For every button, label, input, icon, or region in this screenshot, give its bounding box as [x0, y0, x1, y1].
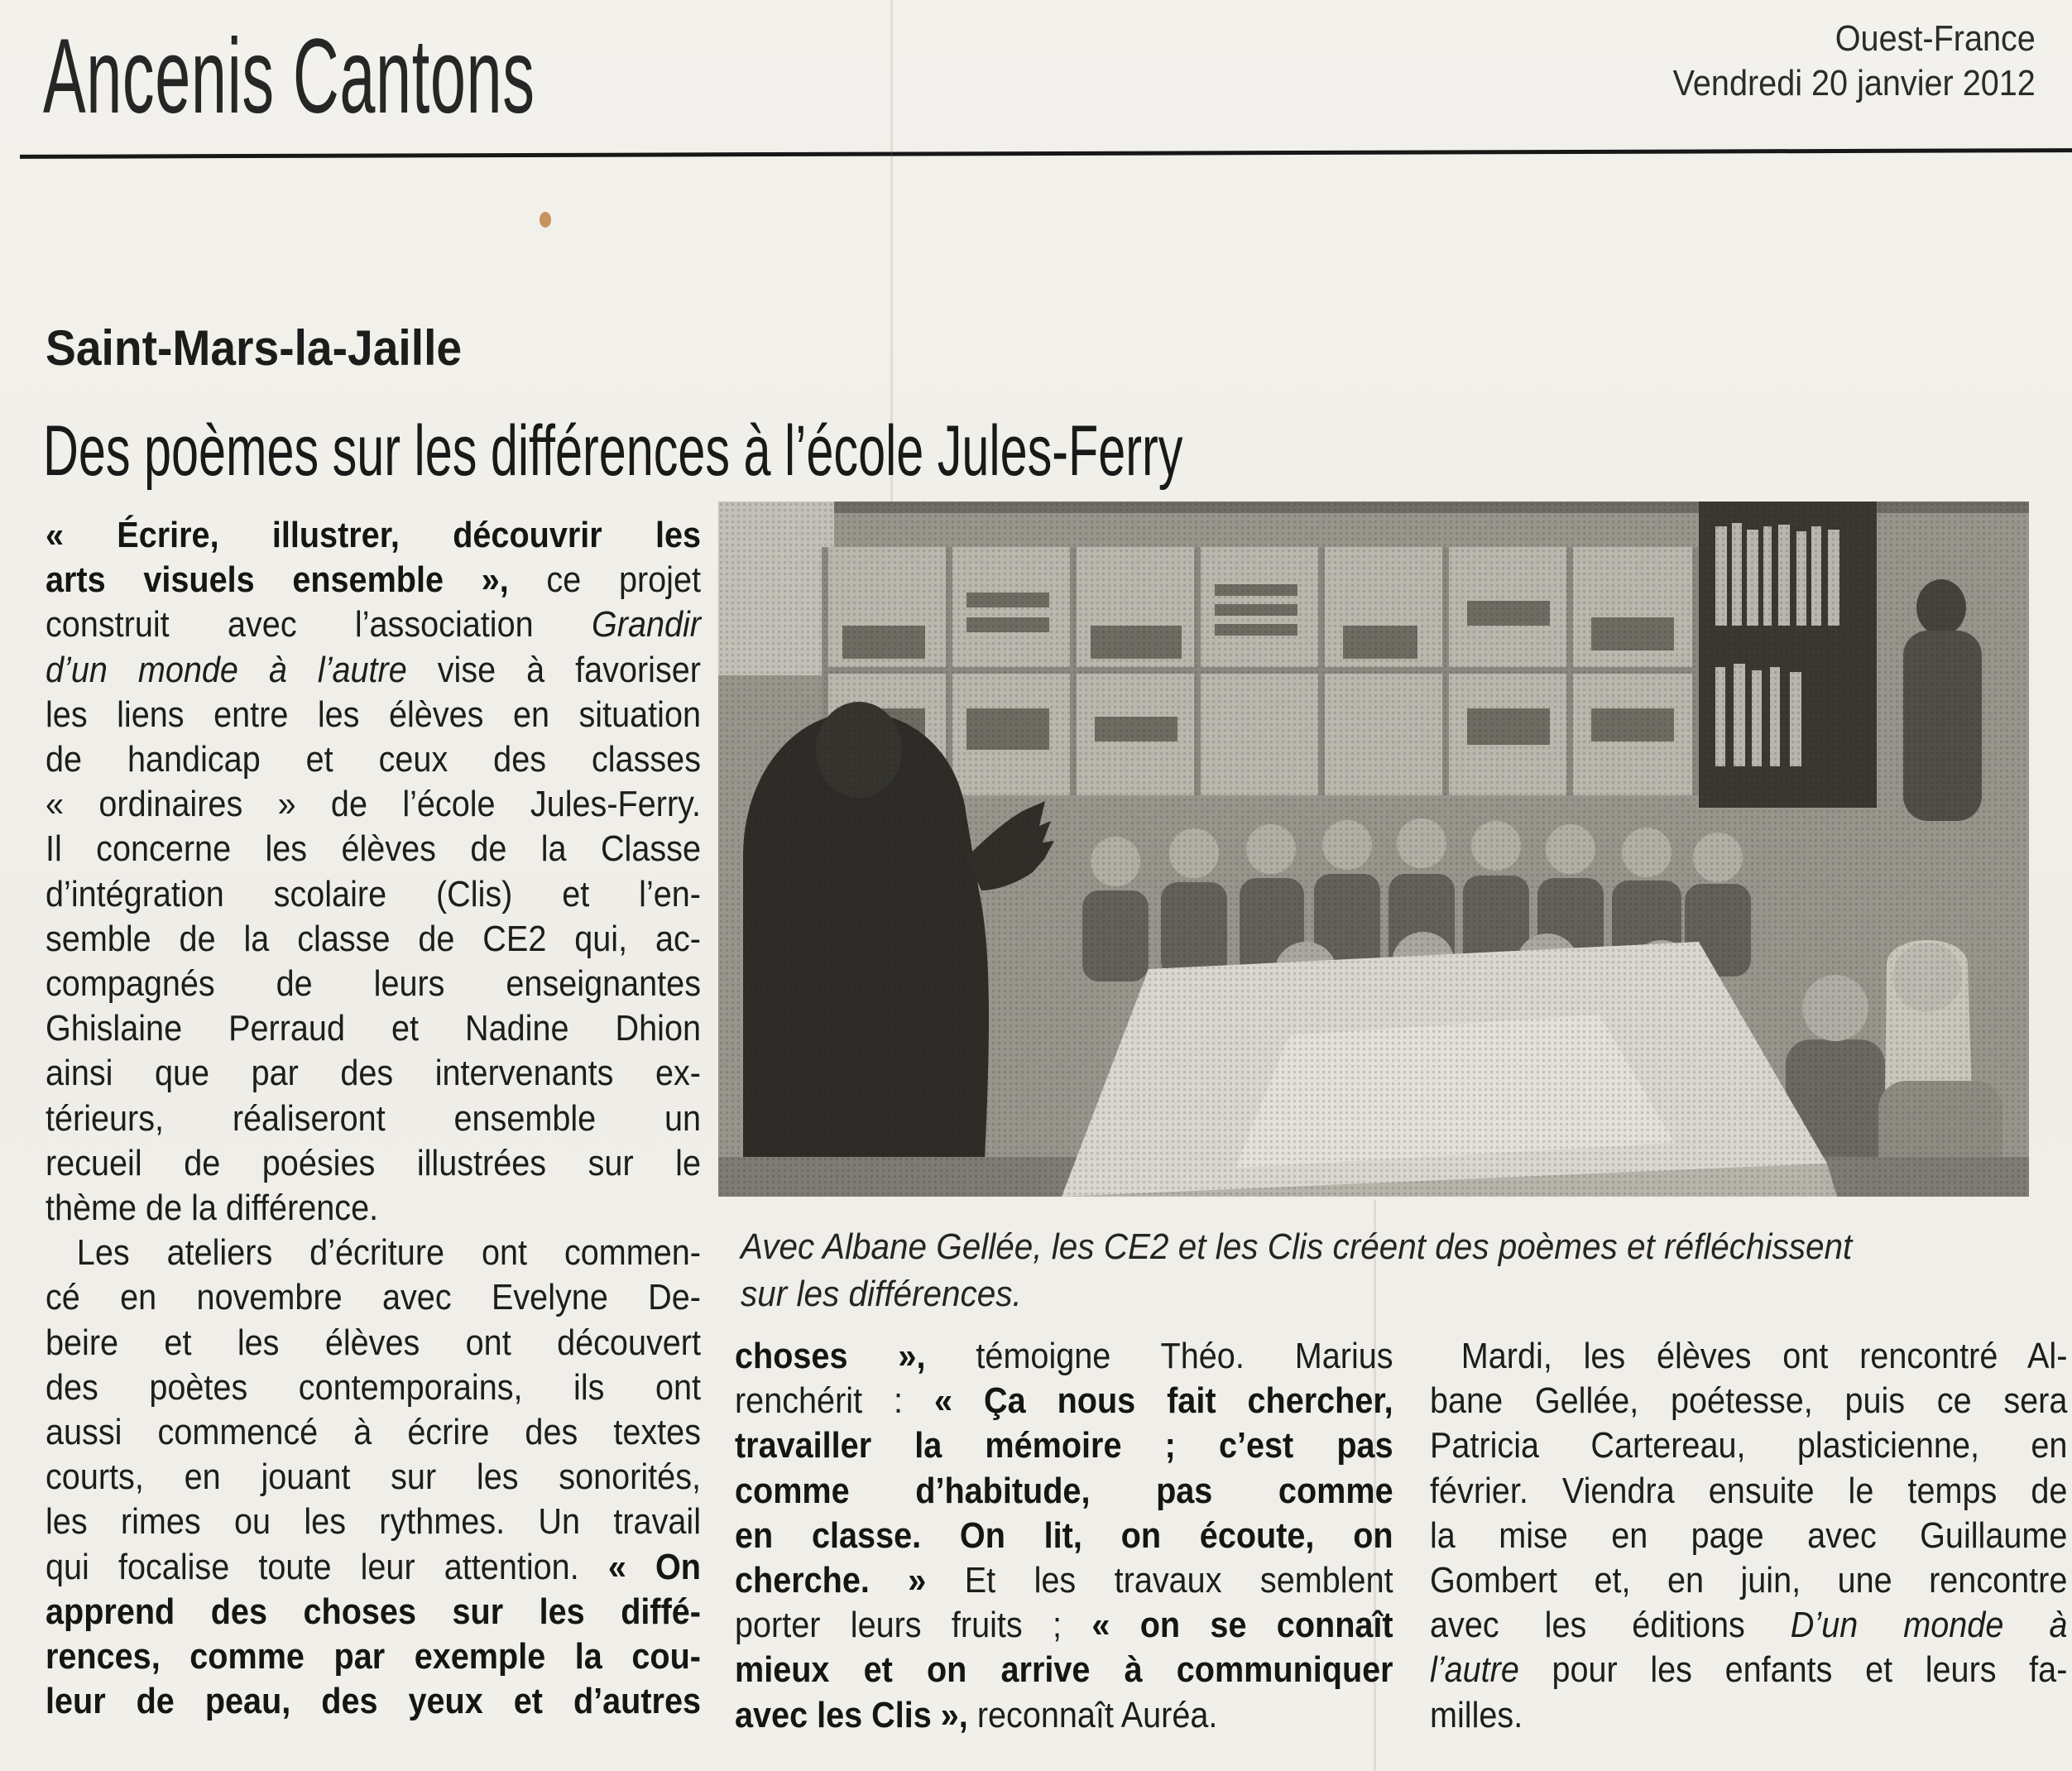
- paper-speck: [540, 212, 551, 228]
- text-run: semble de la classe de CE2 qui, ac-: [46, 918, 701, 959]
- text-line: [46, 1097, 701, 1141]
- text-run: « ordinaires » de l’école Jules-Ferry.: [46, 784, 701, 825]
- text-run: cé en novembre avec Evelyne De-: [46, 1277, 701, 1318]
- text-line: [46, 1006, 701, 1051]
- text-run: « on se connaît: [1091, 1605, 1393, 1646]
- text-line: [46, 1545, 701, 1590]
- text-run: mieux et on arrive à communiquer: [735, 1649, 1393, 1691]
- text-run: ainsi que par des intervenants ex-: [46, 1053, 701, 1094]
- masthead-title: Ancenis Cantons: [43, 17, 535, 136]
- text-run: les liens entre les élèves en situation: [46, 694, 701, 735]
- text-line: [1430, 1693, 2067, 1738]
- text-run: de handicap et ceux des classes: [46, 739, 701, 780]
- text-run: février. Viendra ensuite le temps de: [1430, 1470, 2068, 1511]
- text-line: [46, 872, 701, 917]
- text-line: [46, 827, 701, 871]
- text-line: [735, 1469, 1393, 1514]
- text-run: courts, en jouant sur les sonorités,: [46, 1457, 701, 1498]
- text-run: d’un monde à l’autre: [46, 649, 407, 690]
- text-line: [46, 1455, 701, 1500]
- article-photo: [718, 502, 2029, 1197]
- text-run: des poètes contemporains, ils ont: [46, 1366, 701, 1408]
- text-run: Les ateliers d’écriture ont commen-: [76, 1232, 702, 1274]
- text-line: [735, 1334, 1393, 1379]
- text-line: [735, 1603, 1393, 1648]
- text-run: thème de la différence.: [46, 1188, 379, 1229]
- text-line: [735, 1423, 1393, 1468]
- paper-name: Ouest-France: [1835, 18, 2036, 59]
- text-line: [1430, 1514, 2067, 1558]
- text-run: vise à favoriser: [406, 649, 701, 690]
- text-run: « Ça nous fait chercher,: [934, 1380, 1393, 1422]
- text-run: compagnés de leurs enseignantes: [46, 963, 701, 1005]
- text-run: reconnaît Auréa.: [967, 1694, 1218, 1735]
- text-line: [735, 1693, 1393, 1738]
- text-line: [1430, 1379, 2067, 1423]
- text-line: [46, 1186, 701, 1231]
- text-run: Grandir: [591, 604, 701, 646]
- text-run: D’un monde à: [1790, 1605, 2068, 1646]
- text-line: [1430, 1423, 2067, 1468]
- article-column-left: [46, 513, 701, 1724]
- photo-caption-line-2: sur les différences.: [741, 1274, 1022, 1314]
- text-run: Ghislaine Perraud et Nadine Dhion: [46, 1008, 701, 1049]
- text-line: [46, 693, 701, 737]
- text-run: travailler la mémoire ; c’est pas: [735, 1425, 1393, 1466]
- article-column-middle: [735, 1334, 1393, 1738]
- text-run: témoigne Théo. Marius: [925, 1336, 1393, 1376]
- text-line: [1430, 1648, 2067, 1692]
- text-run: aussi commencé à écrire des textes: [46, 1412, 701, 1453]
- text-run: rences, comme par exemple la cou-: [46, 1636, 701, 1677]
- text-run: Il concerne les élèves de la Classe: [46, 828, 701, 870]
- text-run: la mise en page avec Guillaume: [1430, 1514, 2068, 1556]
- article-column-right: [1430, 1334, 2067, 1738]
- text-line: [735, 1648, 1393, 1692]
- text-run: apprend des choses sur les diffé-: [46, 1591, 701, 1632]
- text-line: [735, 1558, 1393, 1603]
- text-line: [46, 1500, 701, 1544]
- text-run: Gombert et, en juin, une rencontre: [1430, 1560, 2068, 1601]
- text-line: [46, 1275, 701, 1320]
- text-line: [46, 962, 701, 1006]
- text-run: comme d’habitude, pas comme: [735, 1470, 1393, 1511]
- photo-caption-line-1: Avec Albane Gellée, les CE2 et les Clis créent des poèmes et réfléchissent: [741, 1226, 1853, 1267]
- text-line: [46, 1051, 701, 1096]
- text-line: [46, 1141, 701, 1186]
- text-run: porter leurs fruits ;: [735, 1605, 1092, 1646]
- text-run: « Écrire, illustrer, découvrir les: [46, 515, 701, 555]
- text-line: [46, 1410, 701, 1455]
- text-line: [1430, 1558, 2067, 1603]
- text-run: choses »,: [735, 1336, 926, 1376]
- text-run: bane Gellée, poétesse, puis ce sera: [1430, 1380, 2068, 1422]
- text-line: [46, 1231, 701, 1275]
- text-line: [46, 602, 701, 647]
- issue-date: Vendredi 20 janvier 2012: [1672, 63, 2036, 103]
- text-run: qui focalise toute leur attention.: [46, 1546, 608, 1587]
- text-run: d’intégration scolaire (Clis) et l’en-: [46, 873, 701, 914]
- masthead-rule: [20, 148, 2072, 159]
- text-run: l’autre: [1430, 1649, 1519, 1691]
- text-line: [46, 1590, 701, 1634]
- text-run: milles.: [1430, 1694, 1523, 1735]
- text-run: Et les travaux semblent: [964, 1560, 1393, 1601]
- text-line: [46, 513, 701, 558]
- text-run: Patricia Cartereau, plasticienne, en: [1430, 1425, 2068, 1466]
- text-run: Mardi, les élèves ont rencontré Al-: [1460, 1336, 2068, 1376]
- text-run: les rimes ou les rythmes. Un travail: [46, 1501, 701, 1543]
- text-line: [46, 558, 701, 602]
- text-run: recueil de poésies illustrées sur le: [46, 1142, 701, 1183]
- text-run: ce projet: [508, 559, 701, 601]
- text-run: pour les enfants et leurs fa-: [1518, 1649, 2068, 1691]
- text-line: [735, 1514, 1393, 1558]
- text-line: [46, 782, 701, 827]
- text-line: [46, 737, 701, 782]
- text-run: térieurs, réaliseront ensemble un: [46, 1097, 701, 1139]
- text-line: [46, 1679, 701, 1724]
- text-line: [46, 1321, 701, 1365]
- text-run: avec les éditions: [1430, 1605, 1791, 1646]
- text-run: construit avec l’association: [46, 604, 592, 646]
- section-heading: Saint-Mars-la-Jaille: [46, 320, 463, 376]
- text-run: renchérit :: [735, 1380, 935, 1422]
- photo-caption: [741, 1223, 2035, 1317]
- text-run: « On: [607, 1546, 701, 1587]
- text-run: arts visuels ensemble »,: [46, 559, 509, 601]
- text-run: leur de peau, des yeux et d’autres: [46, 1681, 701, 1722]
- edition-info: [1673, 17, 2036, 106]
- text-run: en classe. On lit, on écoute, on: [735, 1514, 1393, 1556]
- text-line: [1430, 1469, 2067, 1514]
- text-line: [735, 1379, 1393, 1423]
- article-headline: Des poèmes sur les différences à l’école Jules-Ferry: [43, 411, 1183, 491]
- text-run: cherche. »: [735, 1560, 965, 1601]
- text-line: [1430, 1603, 2067, 1648]
- text-run: beire et les élèves ont découvert: [46, 1322, 701, 1363]
- text-line: [1430, 1334, 2067, 1379]
- text-line: [46, 1634, 701, 1679]
- text-line: [46, 1365, 701, 1410]
- text-line: [46, 917, 701, 962]
- text-run: avec les Clis »,: [735, 1694, 968, 1735]
- text-line: [46, 648, 701, 693]
